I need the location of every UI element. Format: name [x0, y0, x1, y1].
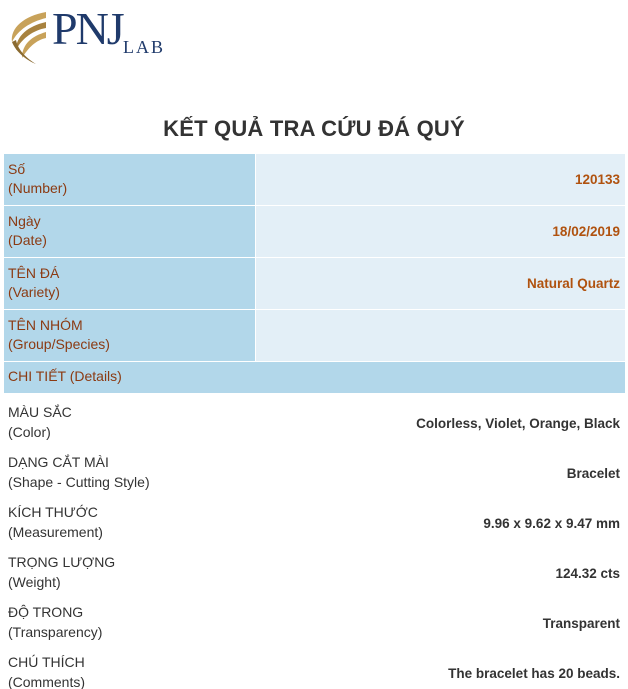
label-en: (Shape - Cutting Style)	[8, 474, 150, 490]
row-comments	[4, 648, 625, 689]
label-en: (Comments)	[8, 674, 86, 689]
label-vi: CHÚ THÍCH	[8, 654, 85, 670]
label-variety	[4, 258, 255, 309]
row-color	[4, 398, 625, 448]
page-title: KẾT QUẢ TRA CỨU ĐÁ QUÝ	[163, 116, 465, 141]
details-section-header: CHI TIẾT (Details)	[4, 362, 625, 393]
label-en: (Weight)	[8, 574, 61, 590]
pnj-swirl-icon	[6, 8, 50, 66]
value-variety: Natural Quartz	[256, 258, 625, 309]
value-measurement: 9.96 x 9.62 x 9.47 mm	[483, 515, 620, 531]
label-vi: TRỌNG LƯỢNG	[8, 554, 116, 570]
label-measurement	[4, 498, 304, 548]
label-date	[4, 206, 255, 257]
result-table	[4, 154, 625, 689]
label-transparency	[4, 598, 304, 648]
label-en: (Color)	[8, 424, 51, 440]
label-number	[4, 154, 255, 205]
label-comments	[4, 648, 304, 689]
label-group	[4, 310, 255, 361]
value-comments: The bracelet has 20 beads.	[448, 665, 620, 681]
value-date: 18/02/2019	[256, 206, 625, 257]
value-color: Colorless, Violet, Orange, Black	[416, 415, 620, 431]
label-vi: KÍCH THƯỚC	[8, 504, 98, 520]
label-vi: TÊN NHÓM	[8, 317, 83, 333]
value-group	[256, 310, 625, 361]
row-date	[4, 206, 625, 257]
label-vi: ĐỘ TRONG	[8, 604, 84, 620]
label-weight	[4, 548, 304, 598]
value-transparency: Transparent	[542, 615, 620, 631]
logo-lab-text: LAB	[123, 37, 165, 57]
pnj-lab-logo[interactable]	[0, 0, 170, 78]
value-weight: 124.32 cts	[555, 565, 620, 581]
row-group	[4, 310, 625, 361]
label-en: (Measurement)	[8, 524, 103, 540]
label-shape	[4, 448, 304, 498]
label-en: (Date)	[8, 232, 47, 248]
row-variety	[4, 258, 625, 309]
label-en: (Variety)	[8, 284, 60, 300]
row-weight	[4, 548, 625, 598]
row-number	[4, 154, 625, 205]
label-en: (Transparency)	[8, 624, 103, 640]
label-vi: Số	[8, 161, 26, 177]
label-vi: DẠNG CẮT MÀI	[8, 454, 109, 470]
row-shape	[4, 448, 625, 498]
label-color	[4, 398, 304, 448]
logo-brand-text: PNJ	[52, 3, 123, 54]
row-transparency	[4, 598, 625, 648]
value-number: 120133	[256, 154, 625, 205]
label-vi: MÀU SẮC	[8, 404, 72, 420]
label-vi: TÊN ĐÁ	[8, 265, 60, 281]
row-measurement	[4, 498, 625, 548]
label-en: (Number)	[8, 180, 68, 196]
value-shape: Bracelet	[566, 465, 620, 481]
label-vi: Ngày	[8, 213, 41, 229]
label-en: (Group/Species)	[8, 336, 110, 352]
